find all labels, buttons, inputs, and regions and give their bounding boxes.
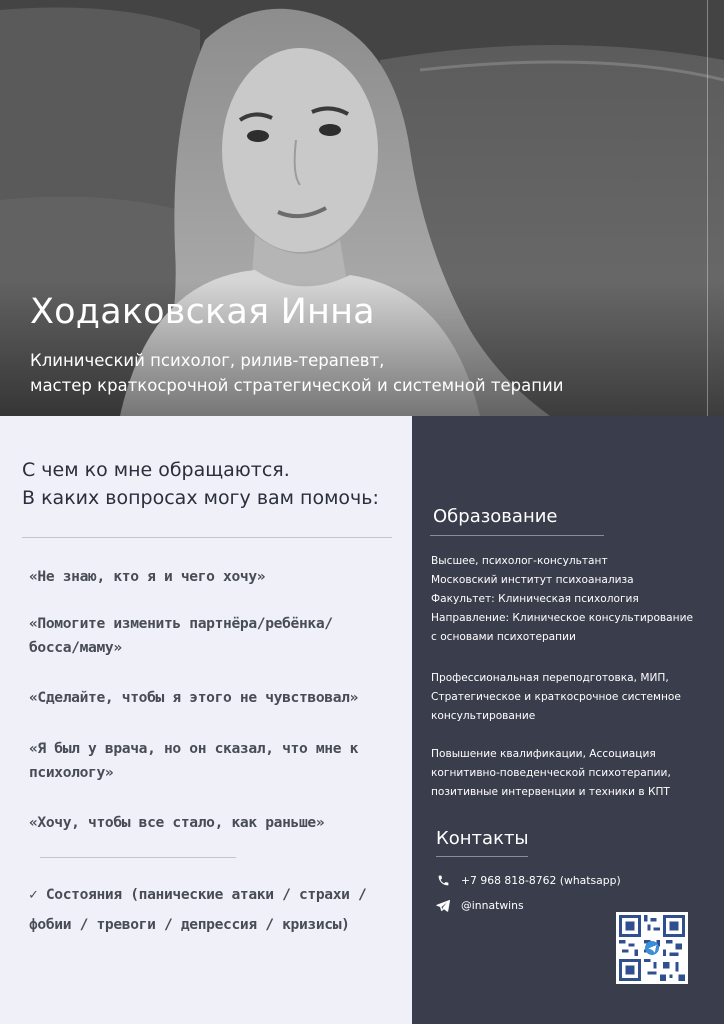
education-line: позитивные интервенции и техники в КПТ	[431, 786, 670, 798]
requests-heading	[22, 456, 379, 512]
telegram-icon	[436, 898, 450, 912]
request-quote	[29, 737, 358, 785]
education-line: Высшее, психолог-консультант	[431, 555, 608, 567]
request-quote	[29, 686, 358, 710]
education-line: Направление: Клиническое консультирование	[431, 612, 693, 624]
divider	[40, 857, 236, 858]
education-line: Факультет: Клиническая психология	[431, 593, 639, 605]
education-block	[431, 745, 671, 802]
person-title-line: Клинический психолог, рилив-терапевт,	[30, 351, 385, 370]
request-quote	[29, 612, 333, 660]
divider	[436, 856, 528, 857]
divider	[430, 535, 604, 536]
education-title: Образование	[433, 506, 558, 527]
phone-icon	[436, 873, 450, 887]
states-line: фобии / тревоги / депрессия / кризисы)	[29, 916, 350, 933]
telegram-handle: @innatwins	[461, 898, 524, 912]
education-block	[431, 669, 681, 726]
request-quote-line: «Хочу, чтобы все стало, как раньше»	[29, 814, 325, 831]
education-line: Повышение квалификации, Ассоциация	[431, 748, 656, 760]
portrait-photo	[0, 0, 724, 416]
phone-number: +7 968 818-8762 (whatsapp)	[461, 873, 621, 887]
education-line: Московский институт психоанализа	[431, 574, 634, 586]
contact-telegram[interactable]	[436, 898, 524, 912]
contact-phone[interactable]	[436, 873, 621, 887]
requests-heading-line: В каких вопросах могу вам помочь:	[22, 487, 379, 509]
states-line: ✓ Состояния (панические атаки / страхи /	[29, 886, 367, 903]
person-name: Ходаковская Инна	[30, 292, 375, 332]
person-title	[30, 348, 563, 398]
qr-code-icon[interactable]	[616, 912, 688, 984]
contacts-title: Контакты	[436, 828, 529, 849]
request-quote	[29, 811, 324, 835]
request-quote-line: «Я был у врача, но он сказал, что мне к	[29, 740, 359, 757]
request-quote-line: психологу»	[29, 764, 114, 781]
divider	[22, 537, 392, 538]
education-line: когнитивно-поведенческой психотерапии,	[431, 767, 671, 779]
request-quote-line: босса/маму»	[29, 639, 122, 656]
education-line: Профессиональная переподготовка, МИП,	[431, 672, 669, 684]
request-quote-line: «Помогите изменить партнёра/ребёнка/	[29, 615, 333, 632]
request-quote	[29, 565, 265, 589]
requests-heading-line: С чем ко мне обращаются.	[22, 459, 290, 481]
request-quote-line: «Не знаю, кто я и чего хочу»	[29, 568, 266, 585]
education-line: консультирование	[431, 710, 536, 722]
education-line: Стратегическое и краткосрочное системное	[431, 691, 681, 703]
person-title-line: мастер краткосрочной стратегической и системной терапии	[30, 376, 564, 395]
education-block	[431, 552, 693, 647]
education-line: с основами психотерапии	[431, 631, 576, 643]
frame-line	[707, 0, 708, 416]
states-list	[29, 880, 366, 940]
request-quote-line: «Сделайте, чтобы я этого не чувствовал»	[29, 689, 359, 706]
